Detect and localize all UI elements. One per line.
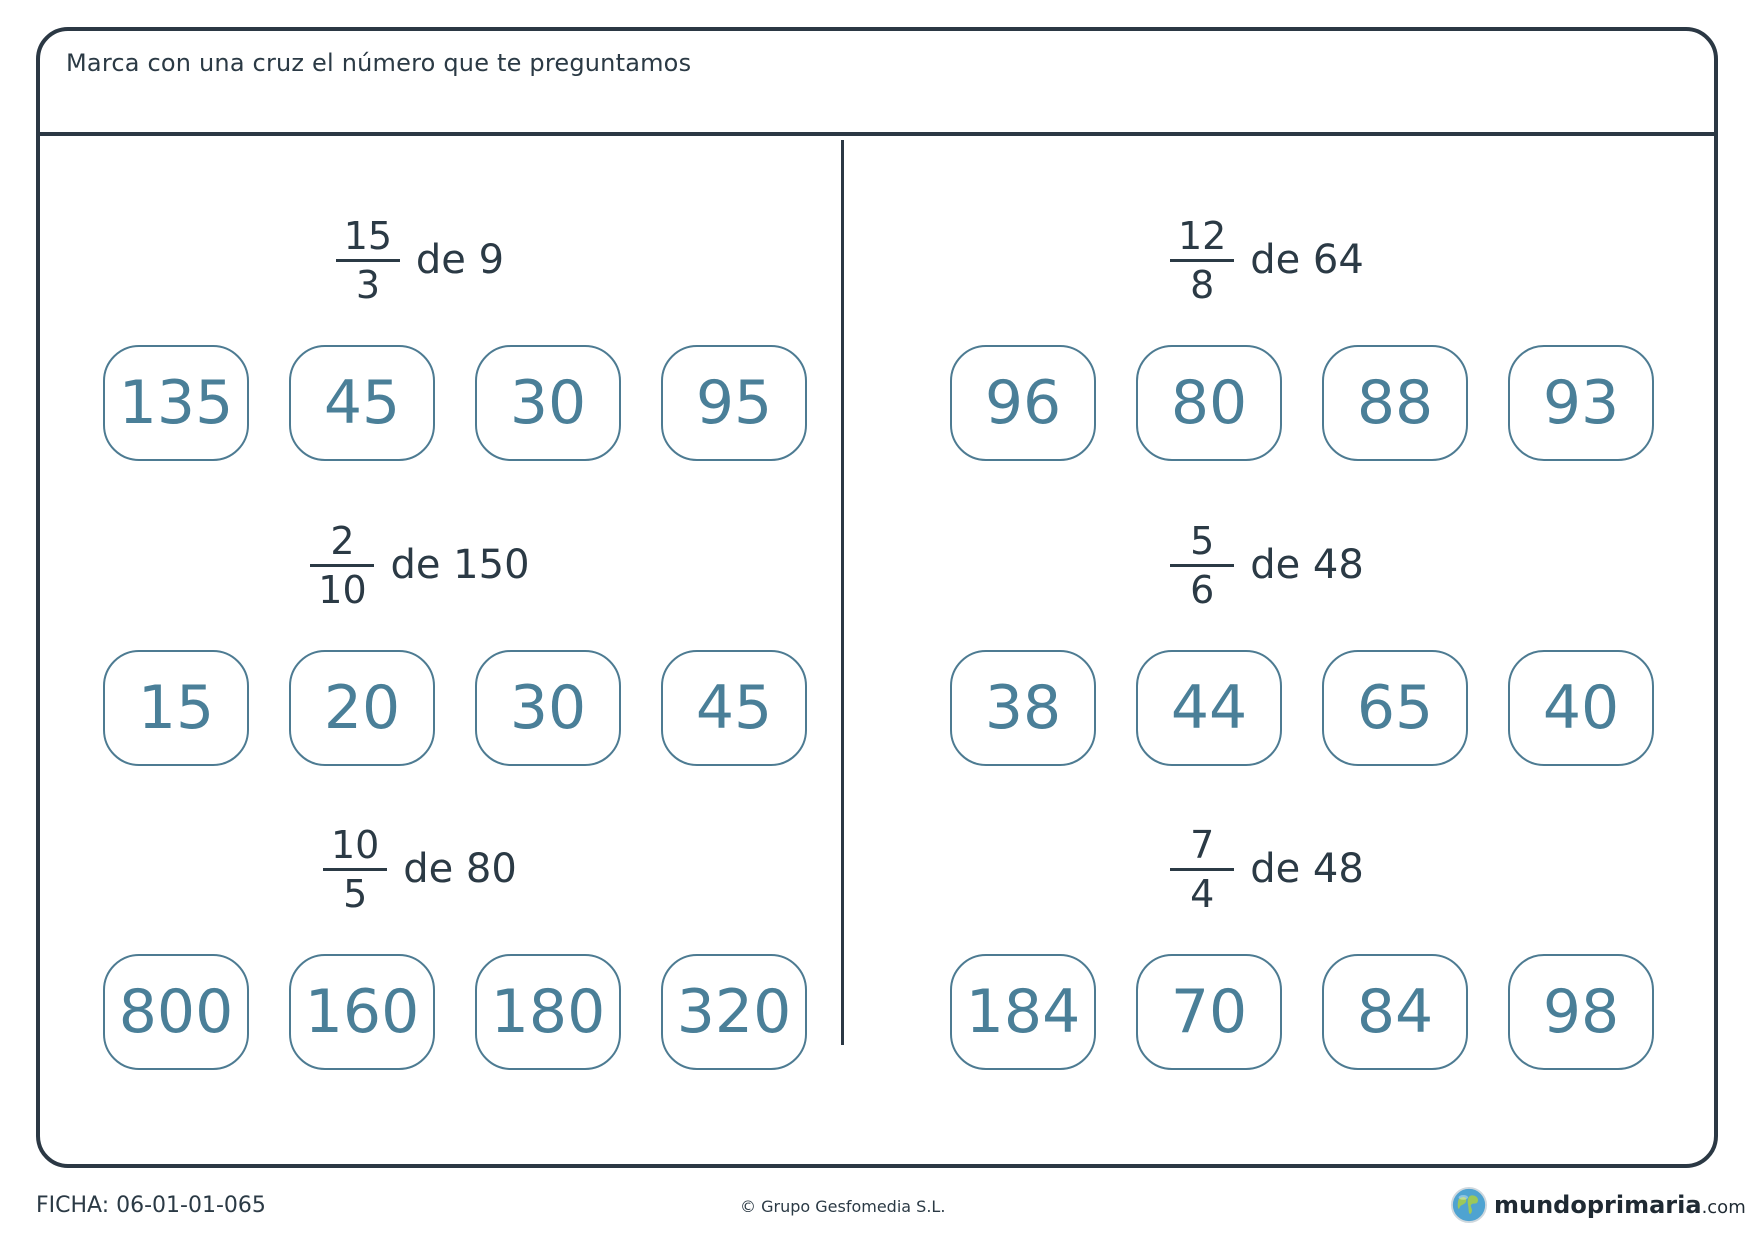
numerator: 5	[1190, 518, 1215, 563]
of-quantity: de 48	[1250, 542, 1364, 588]
numerator: 15	[343, 213, 393, 258]
answer-option[interactable]: 93	[1508, 345, 1654, 461]
answer-option[interactable]: 320	[661, 954, 807, 1070]
fraction-bar	[336, 259, 400, 262]
question	[1107, 824, 1427, 914]
answer-option[interactable]: 30	[475, 650, 621, 766]
answer-option[interactable]: 800	[103, 954, 249, 1070]
answer-option[interactable]: 80	[1136, 345, 1282, 461]
options-row-6	[950, 954, 1654, 1070]
copyright-text: © Grupo Gesfomedia S.L.	[740, 1197, 946, 1216]
answer-option[interactable]: 88	[1322, 345, 1468, 461]
answer-option[interactable]: 45	[289, 345, 435, 461]
question	[260, 520, 580, 610]
question	[1107, 520, 1427, 610]
fraction-bar	[310, 564, 374, 567]
fraction	[1170, 519, 1234, 612]
brand-logo[interactable]	[1450, 1186, 1746, 1224]
instruction-text: Marca con una cruz el número que te preguntamos	[66, 49, 692, 77]
denominator: 4	[1190, 871, 1215, 916]
fraction-bar	[1170, 259, 1234, 262]
answer-option[interactable]: 40	[1508, 650, 1654, 766]
worksheet-code: FICHA: 06-01-01-065	[36, 1193, 266, 1218]
of-quantity: de 64	[1250, 237, 1364, 283]
answer-option[interactable]: 96	[950, 345, 1096, 461]
logo-name: mundoprimaria	[1494, 1191, 1702, 1219]
answer-option[interactable]: 135	[103, 345, 249, 461]
options-row-2	[103, 650, 807, 766]
denominator: 6	[1190, 567, 1215, 612]
question	[260, 824, 580, 914]
fraction-bar	[323, 868, 387, 871]
answer-option[interactable]: 65	[1322, 650, 1468, 766]
column-divider	[841, 140, 844, 1045]
fraction	[336, 214, 400, 307]
options-row-5	[950, 650, 1654, 766]
answer-option[interactable]: 70	[1136, 954, 1282, 1070]
logo-domain: .com	[1701, 1197, 1746, 1218]
fraction	[310, 519, 374, 612]
answer-option[interactable]: 45	[661, 650, 807, 766]
numerator: 7	[1190, 822, 1215, 867]
answer-option[interactable]: 160	[289, 954, 435, 1070]
answer-option[interactable]: 38	[950, 650, 1096, 766]
numerator: 10	[331, 822, 380, 867]
answer-option[interactable]: 30	[475, 345, 621, 461]
answer-option[interactable]: 98	[1508, 954, 1654, 1070]
denominator: 8	[1190, 262, 1215, 307]
answer-option[interactable]: 180	[475, 954, 621, 1070]
of-quantity: de 9	[415, 237, 505, 283]
answer-option[interactable]: 15	[103, 650, 249, 766]
options-row-4	[950, 345, 1654, 461]
fraction	[323, 823, 387, 916]
denominator: 3	[355, 262, 380, 307]
answer-option[interactable]: 44	[1136, 650, 1282, 766]
answer-option[interactable]: 95	[661, 345, 807, 461]
answer-option[interactable]: 84	[1322, 954, 1468, 1070]
fraction-bar	[1170, 564, 1234, 567]
of-quantity: de 150	[390, 542, 530, 588]
question	[260, 215, 580, 305]
denominator: 10	[318, 567, 367, 612]
numerator: 2	[330, 518, 355, 563]
fraction-bar	[1170, 868, 1234, 871]
header-divider	[40, 132, 1714, 136]
answer-option[interactable]: 20	[289, 650, 435, 766]
fraction	[1170, 823, 1234, 916]
answer-option[interactable]: 184	[950, 954, 1096, 1070]
denominator: 5	[343, 871, 368, 916]
options-row-3	[103, 954, 807, 1070]
options-row-1	[103, 345, 807, 461]
globe-icon	[1450, 1186, 1488, 1224]
logo-wordmark	[1494, 1191, 1746, 1219]
numerator: 12	[1178, 213, 1227, 258]
fraction	[1170, 214, 1234, 307]
of-quantity: de 80	[403, 846, 517, 892]
of-quantity: de 48	[1250, 846, 1364, 892]
question	[1107, 215, 1427, 305]
